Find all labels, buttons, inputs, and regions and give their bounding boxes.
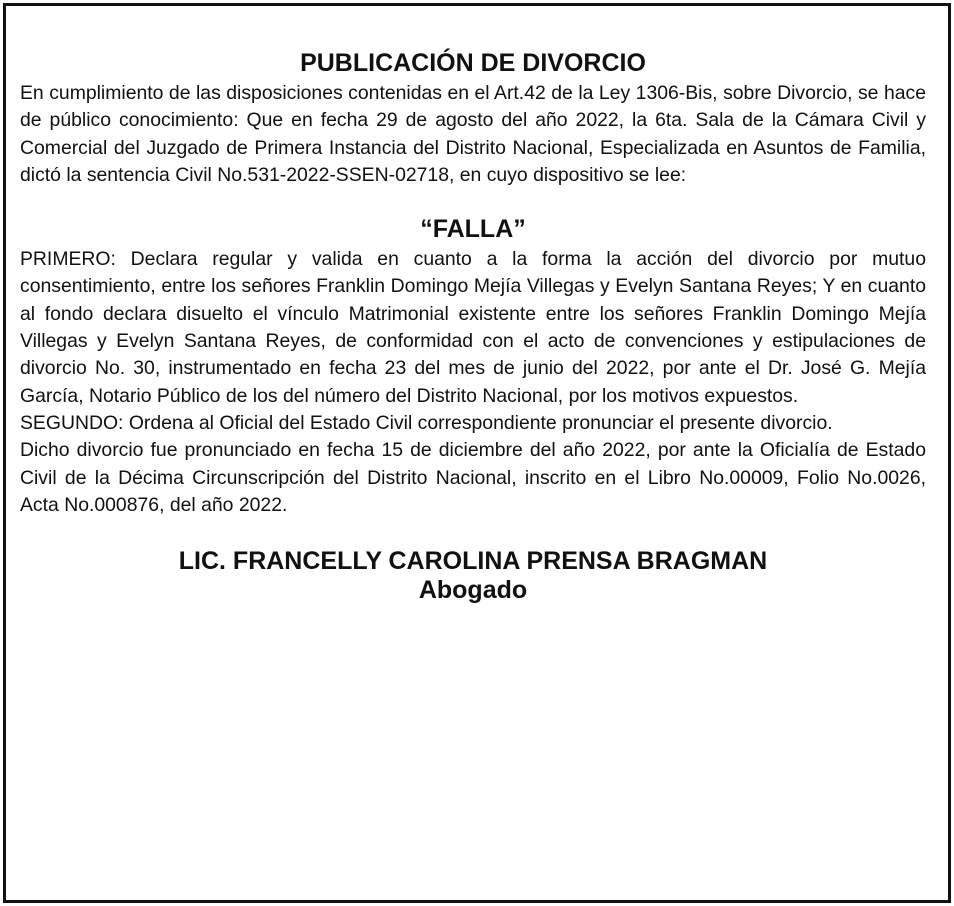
primero-paragraph: PRIMERO: Declara regular y valida en cuanto a la forma la acción del divorcio por mutuo consentimiento, entre los señores Franklin Domingo Mejía Villegas y Evelyn Santana Reyes; Y en cuanto al fondo declara disuelto el vínculo Matrimonial existente entre los señores Franklin Domingo Mejía Villegas y Evelyn Santana Reyes, de conformidad con el acto de convenciones y estipulaciones de divorcio No. 30, instrumentado en fecha 23 del mes de junio del 2022, por ante el Dr. José G. Mejía García, Notario Público de los del número del Distrito Nacional, por los motivos expuestos. — [20, 248, 926, 407]
intro-paragraph: En cumplimiento de las disposiciones contenidas en el Art.42 de la Ley 1306-Bis, sobre Divorcio, se hace de público conocimiento: Que en fecha 29 de agosto del año 2022, la 6ta. Sala de la Cámara Civil y Comercial del Juzgado de Primera Instancia del Distrito Nacional, Especializada en Asuntos de Familia, dictó la sentencia Civil No.531-2022-SSEN-02718, en cuyo dispositivo se lee: — [20, 82, 926, 186]
pronounced-paragraph: Dicho divorcio fue pronunciado en fecha 15 de diciembre del año 2022, por ante la Oficialía de Estado Civil de la Décima Circunscripción del Distrito Nacional, inscrito en el Libro No.00009, Folio No.0026, Acta No.000876, del año 2022. — [20, 439, 926, 516]
signature-role: Abogado — [418, 576, 528, 605]
falla-heading: “FALLA” — [420, 215, 526, 244]
signature-name: LIC. FRANCELLY CAROLINA PRENSA BRAGMAN — [178, 547, 768, 576]
notice-content — [20, 46, 926, 605]
segundo-paragraph: SEGUNDO: Ordena al Oficial del Estado Civil correspondiente pronunciar el presente divorcio. — [20, 411, 833, 434]
notice-title: PUBLICACIÓN DE DIVORCIO — [300, 49, 646, 77]
